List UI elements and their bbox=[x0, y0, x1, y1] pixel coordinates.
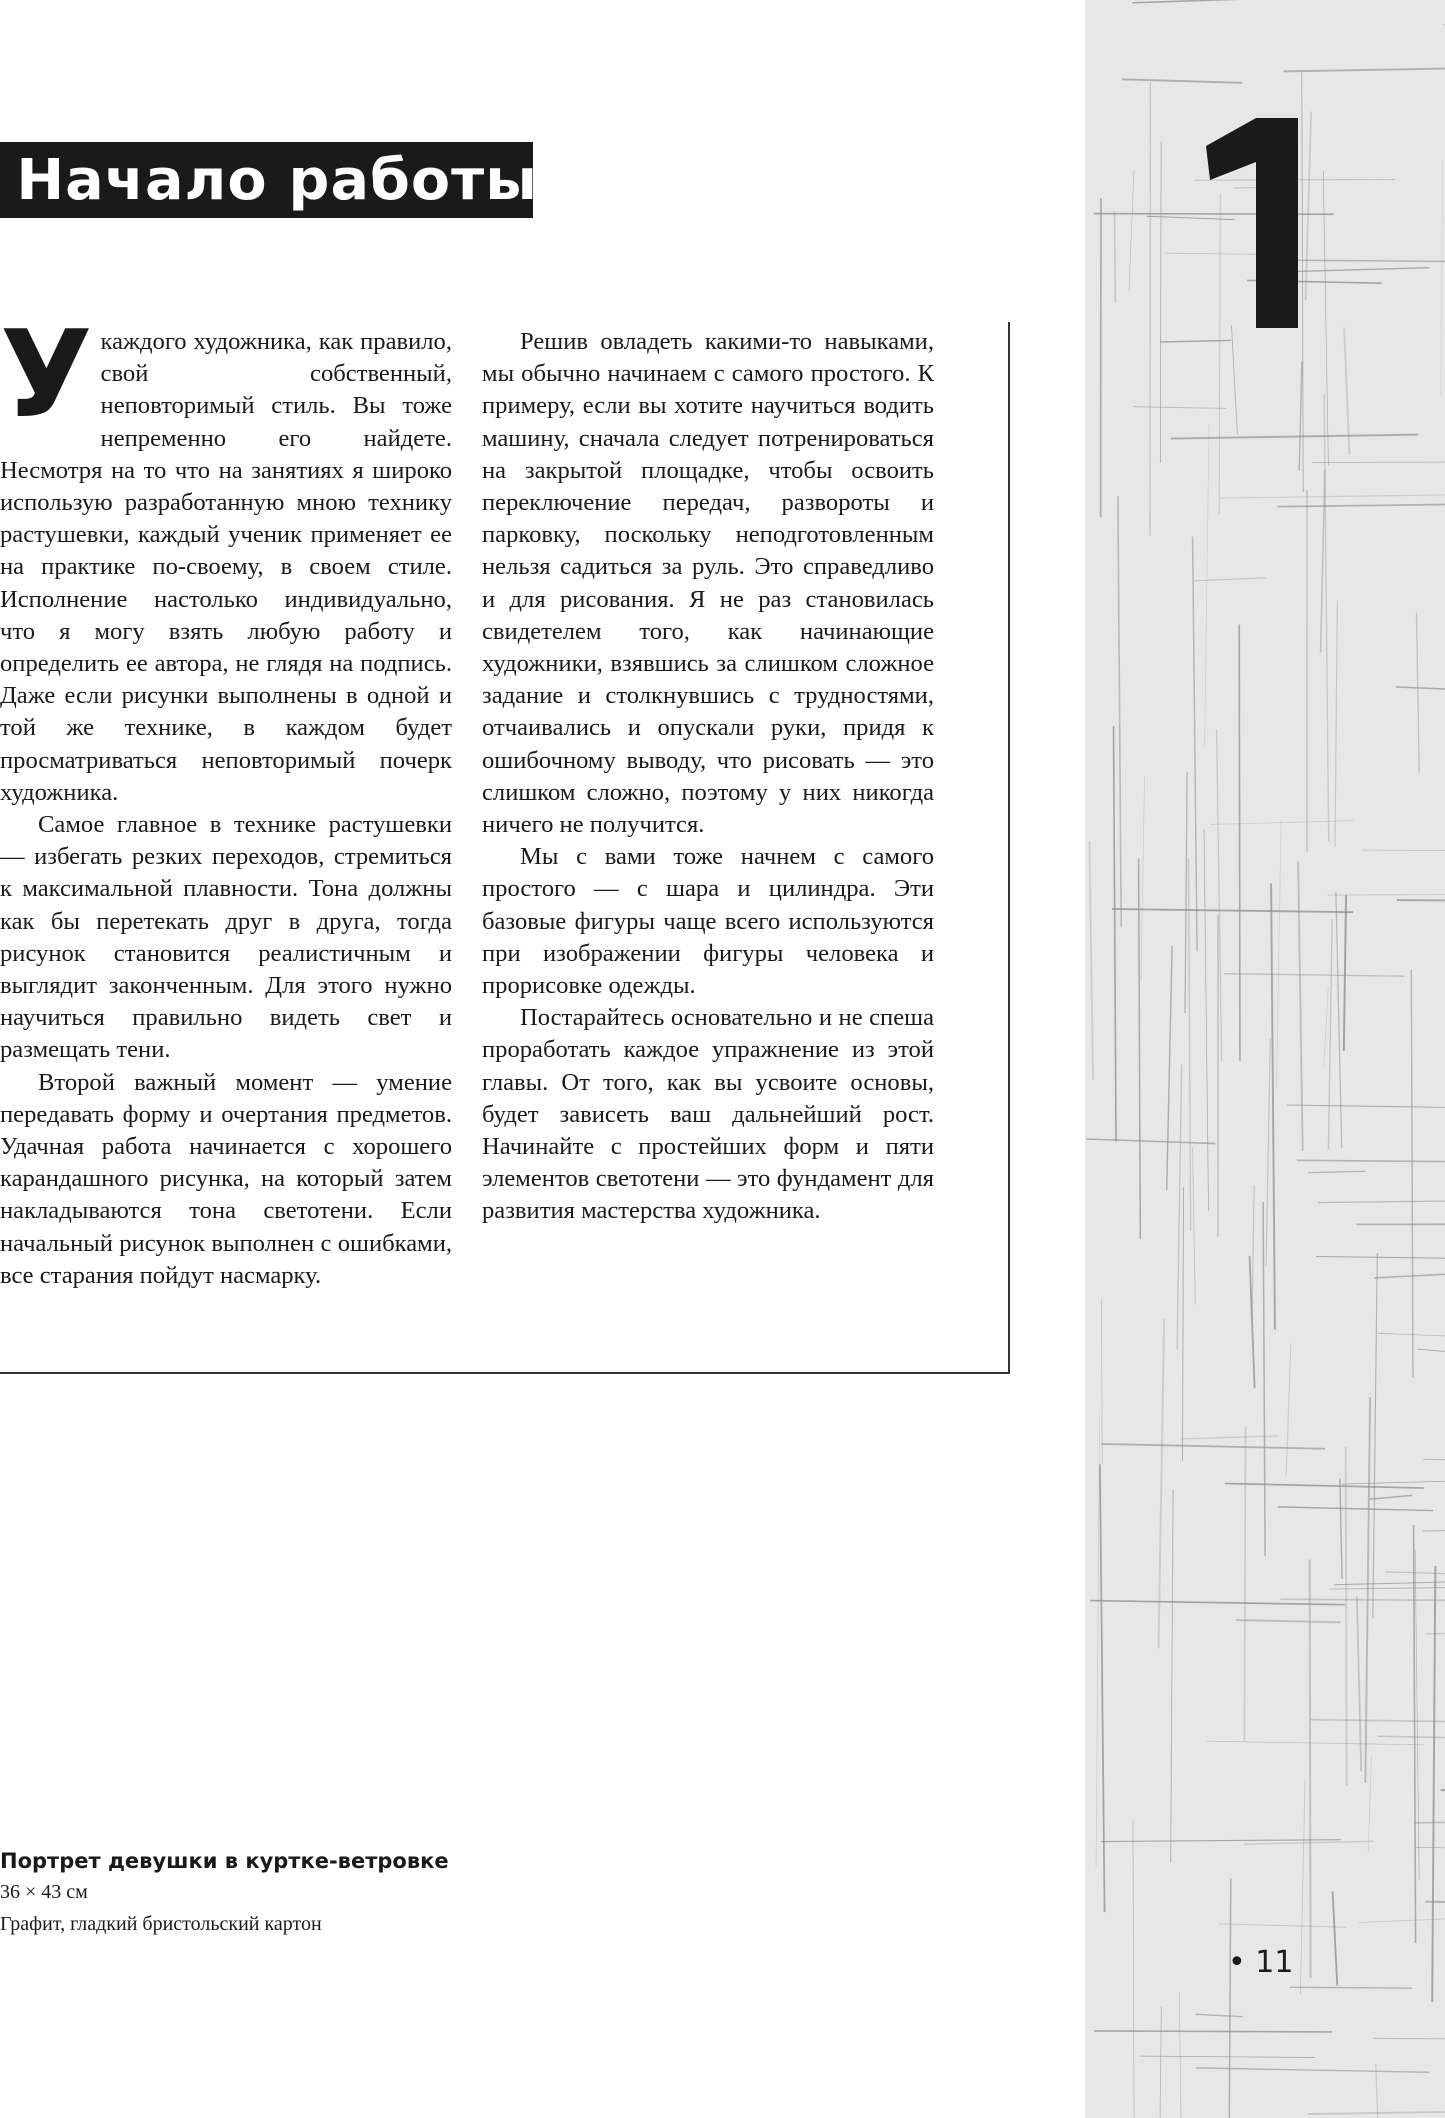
hatch-stroke bbox=[1207, 1741, 1425, 1745]
hatch-stroke bbox=[1133, 407, 1226, 409]
hatch-stroke bbox=[1101, 1840, 1341, 1842]
hatch-stroke bbox=[1210, 821, 1354, 825]
hatch-stroke bbox=[1236, 1620, 1341, 1622]
hatch-stroke bbox=[1365, 1397, 1370, 1783]
hatch-stroke bbox=[1189, 858, 1191, 1231]
hatch-stroke bbox=[1277, 504, 1445, 507]
hatch-stroke bbox=[1328, 919, 1332, 1149]
hatch-stroke bbox=[1196, 2068, 1430, 2072]
hatch-stroke bbox=[1335, 601, 1337, 847]
hatch-stroke bbox=[1308, 1171, 1365, 1172]
hatch-stroke bbox=[1368, 1755, 1371, 1851]
hatch-stroke bbox=[1277, 820, 1282, 1088]
hatch-stroke bbox=[1219, 1924, 1346, 1927]
hatch-stroke bbox=[1195, 2014, 1242, 2016]
hatch-stroke bbox=[1342, 1479, 1445, 1484]
hatch-stroke bbox=[1300, 1780, 1305, 1994]
hatch-stroke bbox=[1346, 1447, 1347, 1785]
hatch-stroke bbox=[1416, 613, 1419, 773]
paragraph-text: каждого художника, как правило, свой собственный, неповторимый стиль. Вы тоже непременно его найдете. Несмотря на то что на занятиях я широко использую разработанную мною технику растушевки, каждый ученик применяет ее на практике по-своему, в своем стиле. Исполнение настолько индивидуально, что я могу взять любую работу и определить ее автора, не глядя на подпись. Даже если рисунки выполнены в одной и той же технике, в каждом будет просматриваться неповторимый почерк художника. bbox=[0, 328, 452, 806]
frame-horizontal-rule bbox=[0, 1372, 1010, 1374]
hatch-stroke bbox=[1311, 1720, 1445, 1724]
hatch-stroke bbox=[1432, 1566, 1435, 2002]
hatch-stroke bbox=[1086, 1139, 1215, 1144]
hatch-stroke bbox=[1133, 1821, 1134, 2118]
paragraph bbox=[0, 306, 452, 809]
hatch-stroke bbox=[1271, 884, 1275, 1330]
hatch-stroke bbox=[1423, 1459, 1445, 1461]
hatch-stroke bbox=[1244, 1427, 1245, 1741]
hatch-stroke bbox=[1417, 1349, 1445, 1353]
hatch-stroke bbox=[1089, 841, 1093, 1080]
hatch-stroke bbox=[1278, 1507, 1433, 1511]
hatch-stroke bbox=[1373, 2038, 1445, 2039]
hatch-stroke bbox=[1193, 536, 1197, 951]
hatch-stroke bbox=[1094, 2031, 1332, 2032]
chapter-number bbox=[1198, 118, 1308, 338]
frame-vertical-rule bbox=[1008, 322, 1010, 1374]
hatch-stroke bbox=[1112, 909, 1353, 912]
hatch-stroke bbox=[1287, 1105, 1445, 1108]
hatch-stroke bbox=[1280, 1599, 1445, 1600]
hatch-stroke bbox=[1316, 1256, 1445, 1258]
hatch-stroke bbox=[1129, 170, 1134, 291]
hatch-stroke bbox=[1160, 142, 1161, 463]
hatch-stroke bbox=[1205, 424, 1209, 747]
hatch-stroke bbox=[1231, 325, 1237, 435]
hatch-stroke bbox=[1328, 894, 1445, 895]
drop-cap: У bbox=[0, 306, 93, 445]
hatch-stroke bbox=[1318, 1199, 1445, 1202]
hatch-stroke bbox=[1263, 1202, 1265, 1556]
hatch-stroke bbox=[1229, 1879, 1231, 2118]
hatch-stroke bbox=[1114, 211, 1115, 302]
hatch-stroke bbox=[1373, 1253, 1377, 1618]
hatch-stroke bbox=[1183, 1187, 1184, 1460]
hatch-stroke bbox=[1225, 1483, 1424, 1488]
hatch-stroke bbox=[1340, 1478, 1342, 1578]
paragraph: Решив овладеть какими-то навыками, мы обычно начинаем с самого простого. К примеру, если вы хотите научиться водить машину, сначала следует потренироваться на закрытой площадке, чтобы освоить переключение передач, развороты и парковку, поскольку неподготовленным нельзя садиться за руль. Это справедливо и для рисования. Я не раз становилась свидетелем того, как начинающие художники, взявшись за слишком сложное задание и столкнувшись с трудностями, отчаивались и опускали руки, придя к ошибочному выводу, что рисовать — это слишком сложно, поэтому у них никогда ничего не получится. bbox=[482, 328, 934, 839]
chapter-title-bar bbox=[0, 142, 538, 218]
hatch-stroke bbox=[1374, 1274, 1445, 1278]
hatch-stroke bbox=[1122, 79, 1242, 83]
hatch-stroke bbox=[1344, 895, 1346, 1050]
hatch-stroke bbox=[1416, 1847, 1445, 1848]
paragraph: Постарайтесь основательно и не спеша проработать каждое упражнение из этой главы. От того, как вы усвоите основы, будет зависеть ваш дальнейший рост. Начинайте с простейших форм и пяти элементов светотени — это фундамент для развития мастерства художника. bbox=[482, 1004, 934, 1225]
paragraph: Мы с вами тоже начнем с самого простого — с шара и цилиндра. Эти базовые фигуры чаще всего используются при изображении фигуры человека и прорисовке одежды. bbox=[482, 843, 934, 1000]
hatch-stroke bbox=[1177, 1065, 1181, 1350]
hatch-stroke bbox=[1378, 1333, 1445, 1337]
hatch-stroke bbox=[1441, 159, 1443, 396]
hatch-stroke bbox=[1118, 496, 1121, 927]
hatch-stroke bbox=[1310, 1559, 1311, 1978]
hatch-stroke bbox=[1370, 1495, 1413, 1499]
hatch-stroke bbox=[1298, 862, 1303, 1151]
hatch-stroke bbox=[1167, 946, 1172, 1190]
caption-size: 36 × 43 см bbox=[0, 1881, 88, 1903]
hatch-stroke bbox=[1411, 970, 1413, 1378]
hatch-stroke bbox=[1252, 1185, 1254, 1319]
hatch-stroke bbox=[1397, 900, 1445, 902]
hatch-stroke bbox=[1096, 1415, 1100, 1868]
hatch-stroke bbox=[1171, 1490, 1173, 1863]
artwork-caption bbox=[0, 1846, 449, 1940]
hatch-stroke bbox=[1194, 578, 1266, 581]
hatch-stroke bbox=[1330, 1586, 1445, 1589]
hatch-stroke bbox=[1333, 1891, 1338, 1985]
hatch-stroke bbox=[1100, 1464, 1105, 1912]
hatch-stroke bbox=[1423, 1527, 1445, 1531]
hatch-stroke bbox=[1284, 67, 1445, 72]
hatch-stroke bbox=[1114, 726, 1117, 1141]
chapter-title: Начало работы bbox=[16, 147, 538, 213]
bullet-icon: • bbox=[1228, 1945, 1246, 1980]
hatch-stroke bbox=[1217, 729, 1222, 1061]
caption-title: Портрет девушки в куртке-ветровке bbox=[0, 1849, 449, 1873]
hatch-stroke bbox=[1204, 829, 1209, 1211]
hatch-stroke bbox=[1357, 1597, 1361, 1772]
hatch-stroke bbox=[1101, 1444, 1325, 1449]
page-number-text: 11 bbox=[1255, 1945, 1294, 1980]
chapter-number-text bbox=[1198, 118, 1308, 338]
hatch-stroke bbox=[1415, 1818, 1445, 1822]
caption-medium: Графит, гладкий бристольский картон bbox=[0, 1913, 322, 1935]
page-number bbox=[1228, 1945, 1293, 1980]
paragraph: Самое главное в технике растушевки — избегать резких переходов, стремиться к максимальной плавности. Тона должны как бы перетекать друг в друга, тогда рисунок становится реалистичным и выглядит законченным. Для этого нужно научиться правильно видеть свет и размещать тени. bbox=[0, 811, 452, 1064]
hatch-stroke bbox=[1101, 1299, 1102, 1464]
hatch-stroke bbox=[1139, 858, 1141, 1239]
hatch-stroke bbox=[1239, 625, 1240, 1061]
hatch-stroke bbox=[1299, 361, 1302, 471]
hatch-stroke bbox=[1244, 1841, 1373, 1844]
text-column-left bbox=[0, 306, 452, 1292]
hatch-stroke bbox=[1297, 1160, 1445, 1162]
hatch-stroke bbox=[1425, 1902, 1445, 1905]
paragraph: Второй важный момент — умение передавать форму и очертания предметов. Удачная работа начинается с хорошего карандашного рисунка, на который затем накладываются тона светотени. Если начальный рисунок выполнен с ошибками, все старания пойдут насмарку. bbox=[0, 1068, 452, 1289]
hatch-stroke bbox=[1266, 1039, 1270, 1266]
hatch-stroke bbox=[1157, 2006, 1161, 2118]
hatch-stroke bbox=[1286, 1344, 1291, 1475]
hatch-stroke bbox=[1324, 987, 1329, 1067]
hatch-stroke bbox=[1290, 1987, 1412, 1988]
hatch-stroke bbox=[1171, 435, 1419, 439]
hatch-stroke bbox=[1334, 1580, 1445, 1585]
hatch-stroke bbox=[1185, 772, 1187, 1013]
hatch-stroke bbox=[1336, 892, 1342, 1148]
hatch-stroke bbox=[1224, 974, 1404, 977]
hatch-stroke bbox=[1308, 2111, 1445, 2114]
hatch-stroke bbox=[1179, 1992, 1184, 2118]
hatch-stroke bbox=[1193, 1147, 1196, 1304]
hatch-stroke bbox=[1132, 0, 1275, 3]
hatch-stroke bbox=[1159, 1319, 1165, 1648]
hatch-stroke bbox=[1396, 687, 1445, 690]
hatch-stroke bbox=[1141, 776, 1145, 980]
hatch-stroke bbox=[1090, 1601, 1345, 1605]
hatch-stroke bbox=[1312, 462, 1445, 463]
hatch-stroke bbox=[1220, 494, 1445, 498]
hatch-stroke bbox=[1140, 2056, 1314, 2057]
text-column-right bbox=[482, 326, 934, 1228]
